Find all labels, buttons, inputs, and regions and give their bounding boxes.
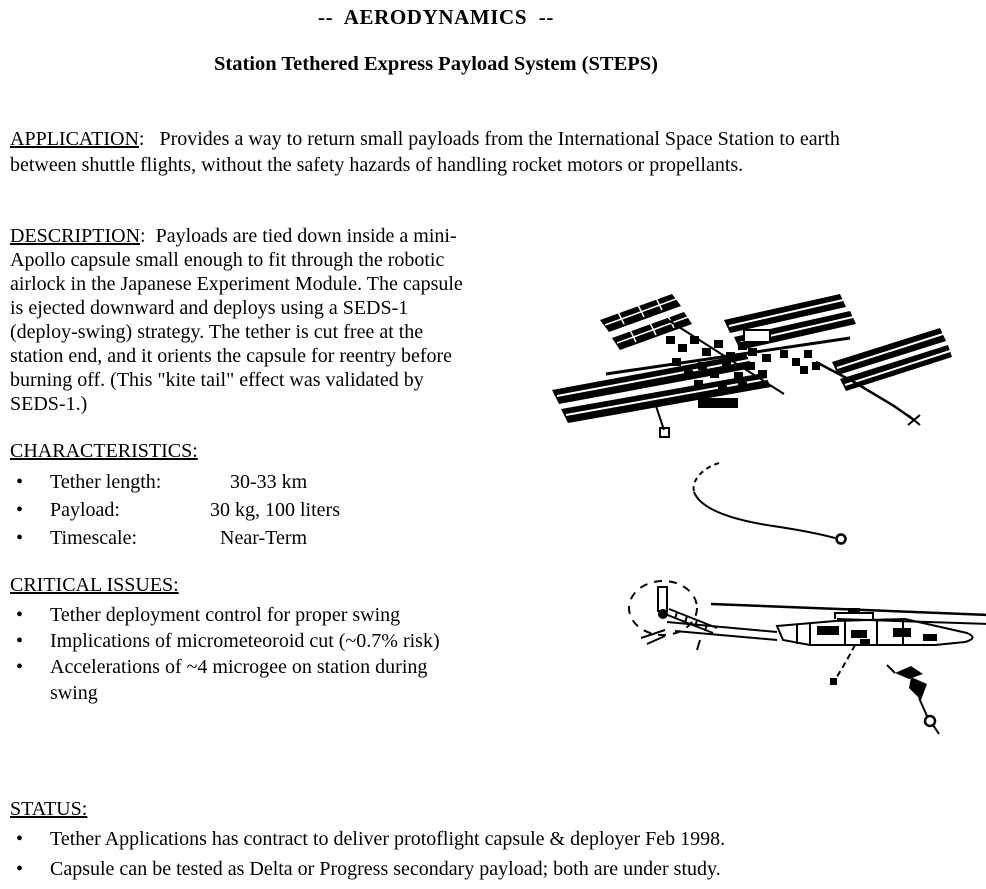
list-item: [10, 654, 480, 706]
characteristics-list: [10, 468, 480, 552]
description-heading: DESCRIPTION: [10, 225, 141, 247]
bullet-icon: •: [16, 471, 24, 493]
application-text: Provides a way to return small payloads from the International Space Station to earth between shuttle flights, without the safety hazards of handling rocket motors or propellants.: [10, 128, 840, 176]
list-item: [10, 468, 480, 496]
list-item: [10, 856, 970, 882]
section-characteristics: [10, 438, 480, 552]
helicopter-image: [605, 578, 986, 743]
bullet-icon: •: [16, 604, 24, 626]
list-item: [10, 496, 480, 524]
application-heading: APPLICATION: [10, 128, 139, 150]
bullet-icon: •: [16, 499, 24, 521]
issue-text: Accelerations of ~4 microgee on station during swing: [50, 656, 428, 704]
status-text: Tether Applications has contract to deliver protoflight capsule & deployer Feb 1998.: [50, 828, 726, 850]
characteristic-value: 30-33 km: [210, 471, 308, 493]
status-list: [10, 826, 970, 882]
characteristic-label: Payload:: [50, 499, 120, 521]
bullet-icon: •: [16, 858, 24, 880]
list-item: [10, 602, 480, 628]
critical-issues-heading: CRITICAL ISSUES:: [10, 574, 179, 596]
critical-issues-list: [10, 602, 480, 706]
section-description: [10, 224, 472, 416]
section-status: [10, 796, 970, 886]
bullet-icon: •: [16, 527, 24, 549]
tether-trajectory-image: [685, 458, 865, 558]
characteristics-heading: CHARACTERISTICS:: [10, 440, 198, 462]
characteristic-label: Tether length:: [50, 471, 162, 493]
issue-text: Tether deployment control for proper swing: [50, 604, 401, 626]
characteristic-label: Timescale:: [50, 527, 138, 549]
bullet-icon: •: [16, 828, 24, 850]
description-separator: :: [140, 225, 156, 247]
bullet-icon: •: [16, 656, 24, 678]
page-subtitle: Station Tethered Express Payload System (STEPS): [213, 53, 659, 75]
section-critical-issues: [10, 572, 480, 706]
space-station-image: [548, 278, 952, 446]
list-item: [10, 524, 480, 552]
list-item: [10, 826, 970, 852]
application-separator: :: [138, 128, 160, 150]
page-title: -- AERODYNAMICS --: [318, 5, 554, 29]
characteristic-value: 30 kg, 100 liters: [210, 499, 340, 521]
list-item: [10, 628, 480, 654]
issue-text: Implications of micrometeoroid cut (~0.7% risk): [50, 630, 440, 652]
status-heading: STATUS:: [10, 798, 88, 820]
characteristic-value: Near-Term: [210, 527, 308, 549]
status-text: Capsule can be tested as Delta or Progress secondary payload; both are under study.: [50, 858, 721, 880]
description-text: Payloads are tied down inside a mini-Apollo capsule small enough to fit through the robotic airlock in the Japanese Experiment Module. The capsule is ejected downward and deploys using a SEDS-1 (deploy-swing) strategy. The tether is cut free at the station end, and it orients the capsule for reentry before burning off. (This "kite tail" effect was validated by SEDS-1.): [10, 225, 463, 415]
bullet-icon: •: [16, 630, 24, 652]
section-application: [10, 126, 866, 178]
